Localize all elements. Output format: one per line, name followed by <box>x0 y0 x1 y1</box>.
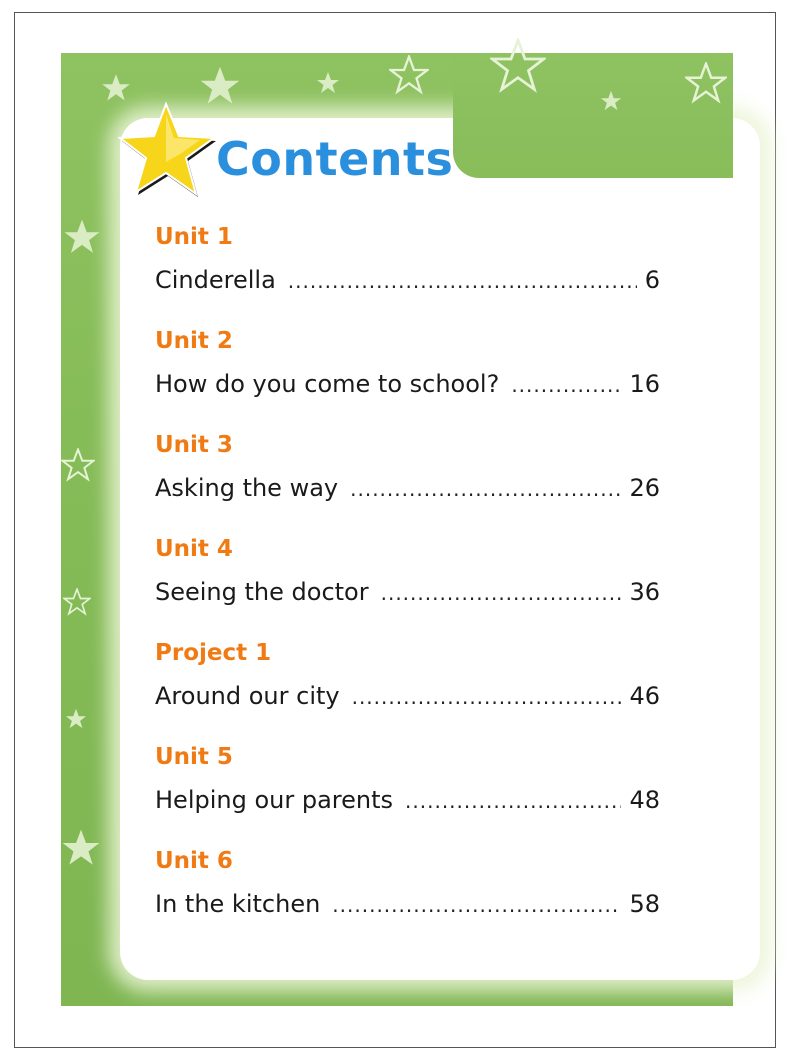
page-title: Contents <box>216 132 454 186</box>
unit-label: Unit 4 <box>155 536 233 562</box>
star-icon <box>101 73 131 103</box>
toc-line <box>155 578 660 606</box>
unit-label: Unit 1 <box>155 224 233 250</box>
page-number: 46 <box>629 682 660 710</box>
star-outline-icon <box>490 38 546 94</box>
dot-leader <box>381 581 622 605</box>
entry-title: Cinderella <box>155 266 276 294</box>
star-icon <box>65 708 87 730</box>
entry-title: In the kitchen <box>155 890 321 918</box>
page-number: 6 <box>644 266 660 294</box>
toc-line <box>155 890 660 918</box>
star-outline-icon <box>61 448 95 482</box>
toc-entry-unit-6 <box>155 848 665 952</box>
dot-leader <box>332 893 621 917</box>
yellow-star-icon <box>118 100 218 200</box>
entry-title: Helping our parents <box>155 786 394 814</box>
unit-label: Unit 5 <box>155 744 233 770</box>
dot-leader <box>405 789 621 813</box>
unit-label: Unit 6 <box>155 848 233 874</box>
entry-title: Around our city <box>155 682 340 710</box>
toc-entry-unit-5 <box>155 744 665 848</box>
toc-line <box>155 682 660 710</box>
table-of-contents <box>155 224 665 952</box>
toc-line <box>155 266 660 294</box>
star-outline-icon <box>389 55 429 95</box>
toc-entry-unit-4 <box>155 536 665 640</box>
unit-label: Project 1 <box>155 640 272 666</box>
unit-label: Unit 2 <box>155 328 233 354</box>
unit-label: Unit 3 <box>155 432 233 458</box>
page-number: 16 <box>629 370 660 398</box>
star-icon <box>316 71 340 95</box>
entry-title: How do you come to school? <box>155 370 500 398</box>
green-corner-panel <box>453 53 733 178</box>
toc-entry-unit-3 <box>155 432 665 536</box>
dot-leader <box>288 269 637 293</box>
star-outline-icon <box>63 588 91 616</box>
dot-leader <box>511 373 621 397</box>
page-number: 26 <box>629 474 660 502</box>
entry-title: Seeing the doctor <box>155 578 369 606</box>
page-number: 36 <box>629 578 660 606</box>
toc-entry-unit-1 <box>155 224 665 328</box>
toc-line <box>155 786 660 814</box>
dot-leader <box>352 685 622 709</box>
page-number: 48 <box>629 786 660 814</box>
star-icon <box>63 218 101 256</box>
toc-entry-unit-2 <box>155 328 665 432</box>
toc-entry-project-1 <box>155 640 665 744</box>
star-icon <box>600 90 622 112</box>
dot-leader <box>350 477 621 501</box>
entry-title: Asking the way <box>155 474 339 502</box>
toc-line <box>155 370 660 398</box>
star-icon <box>61 828 101 868</box>
star-outline-icon <box>685 62 727 104</box>
toc-line <box>155 474 660 502</box>
page-number: 58 <box>629 890 660 918</box>
